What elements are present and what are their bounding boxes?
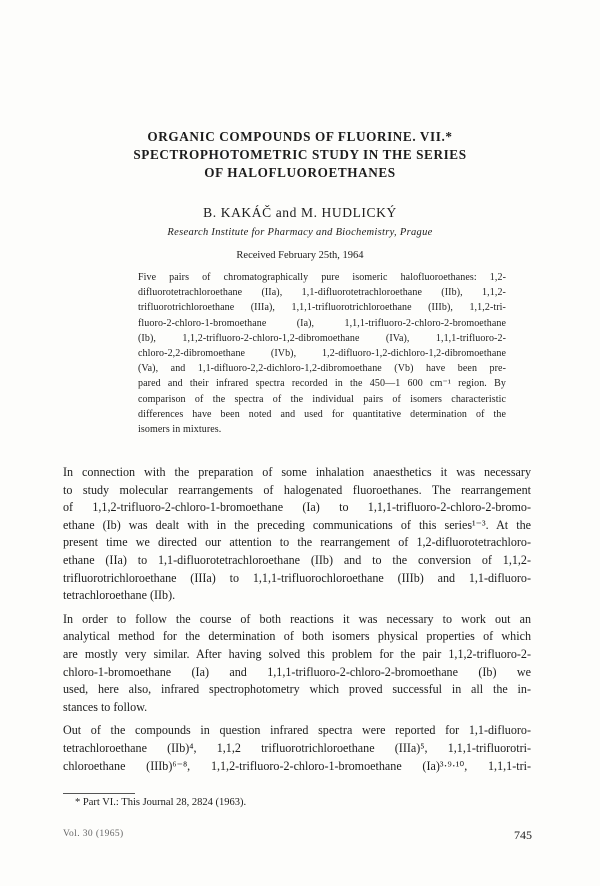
abstract-line: differences have been noted and used for quantitative determination of the bbox=[138, 408, 506, 420]
page-number: 745 bbox=[514, 828, 532, 842]
title-line: OF HALOFLUOROETHANES bbox=[204, 165, 396, 180]
abstract bbox=[138, 270, 506, 437]
paragraph-line: Out of the compounds in question infrared spectra were reported for 1,1-difluoro- bbox=[63, 723, 531, 738]
journal-volume: Vol. 30 (1965) bbox=[63, 829, 124, 839]
paragraph-line: used, here also, infrared spectrophotometry which proved successful in all the in- bbox=[63, 682, 531, 697]
abstract-line: chloro-2,2-dibromoethane (IVb), 1,2-difluoro-1,2-dichloro-1,2-dibromoethane bbox=[138, 348, 506, 360]
footnote-rule bbox=[63, 793, 135, 794]
paragraph-line: analytical method for the determination of both isomers physical properties of which bbox=[63, 629, 531, 644]
abstract-line: difluorotetrachloroethane (IIa), 1,1-difluorotetrachloroethane (IIb), 1,1,2- bbox=[138, 287, 506, 299]
paragraph-line: ethane (Ib) was dealt with in the preceding communications of this series¹⁻³. At the bbox=[63, 517, 531, 532]
abstract-line: (Va), and 1,1-difluoro-2,2-dichloro-1,2-dibromoethane (Vb) have been pre- bbox=[138, 363, 506, 375]
affiliation: Research Institute for Pharmacy and Biochemistry, Prague bbox=[167, 227, 433, 238]
abstract-line: fluoro-2-chloro-1-bromoethane (Ia), 1,1,1-trifluoro-2-chloro-2-bromoethane bbox=[138, 317, 506, 329]
abstract-line: (Ib), 1,1,2-trifluoro-2-chloro-1,2-dibromoethane (IVa), 1,1,1-trifluoro-2- bbox=[138, 332, 506, 344]
paragraph bbox=[63, 611, 531, 717]
paragraph-line: of 1,1,2-trifluoro-2-chloro-1-bromoethane (Ia) to 1,1,1-trifluoro-2-chloro-2-bromo- bbox=[63, 500, 531, 515]
article-title bbox=[0, 128, 600, 182]
paragraph bbox=[63, 464, 531, 605]
abstract-line: isomers in mixtures. bbox=[138, 424, 222, 436]
authors: B. KAKÁČ and M. HUDLICKÝ bbox=[203, 205, 397, 220]
paragraph-line: trifluorotrichloroethane (IIIa) to 1,1,1-trifluorochloroethane (IIIb) and 1,1-difluoro- bbox=[63, 570, 531, 585]
footnote: * Part VI.: This Journal 28, 2824 (1963). bbox=[75, 797, 247, 808]
paragraph-line: In connection with the preparation of some inhalation anaesthetics it was necessary bbox=[63, 465, 531, 479]
body-text bbox=[63, 464, 531, 781]
abstract-line: Five pairs of chromatographically pure isomeric halofluoroethanes: 1,2- bbox=[138, 272, 506, 283]
paragraph-line: present time we directed our attention to the rearrangement of 1,2-difluorotetrachloro- bbox=[63, 535, 531, 550]
abstract-line: pared and their infrared spectra recorded in the 450—1 600 cm⁻¹ region. By bbox=[138, 378, 506, 390]
abstract-line: trifluorotrichloroethane (IIIa), 1,1,1-trifluorotrichloroethane (IIIb), 1,1,2-tri- bbox=[138, 302, 506, 314]
paragraph-line: In order to follow the course of both reactions it was necessary to work out an bbox=[63, 611, 531, 626]
title-line: SPECTROPHOTOMETRIC STUDY IN THE SERIES bbox=[133, 147, 467, 162]
received-date: Received February 25th, 1964 bbox=[236, 250, 364, 261]
paragraph-line: tetrachloroethane (IIb)⁴, 1,1,2 trifluorotrichloroethane (IIIa)⁵, 1,1,1-trifluorotri- bbox=[63, 740, 531, 755]
paragraph-line: ethane (IIa) to 1,1-difluorotetrachloroethane (IIb) and to the conversion of 1,1,2- bbox=[63, 552, 531, 567]
abstract-line: comparison of the spectra of the individual pairs of isomers characteristic bbox=[138, 393, 506, 405]
title-line: ORGANIC COMPOUNDS OF FLUORINE. VII.* bbox=[147, 129, 453, 144]
paragraph-line: tetrachloroethane (IIb). bbox=[63, 588, 176, 603]
paragraph-line: are mostly very similar. After having solved this problem for the pair 1,1,2-trifluoro-2- bbox=[63, 646, 531, 661]
paragraph-line: to study molecular rearrangements of halogenated fluoroethanes. The rearrangement bbox=[63, 482, 531, 497]
paragraph-line: stances to follow. bbox=[63, 699, 148, 714]
paragraph-line: chloroethane (IIIb)⁶⁻⁸, 1,1,2-trifluoro-2-chloro-1-bromoethane (Ia)³·⁹·¹⁰, 1,1,1-tri- bbox=[63, 758, 531, 773]
paragraph bbox=[63, 722, 531, 775]
paragraph-line: chloro-1-bromoethane (Ia) and 1,1,1-trifluoro-2-chloro-2-bromoethane (Ib) we bbox=[63, 664, 531, 679]
